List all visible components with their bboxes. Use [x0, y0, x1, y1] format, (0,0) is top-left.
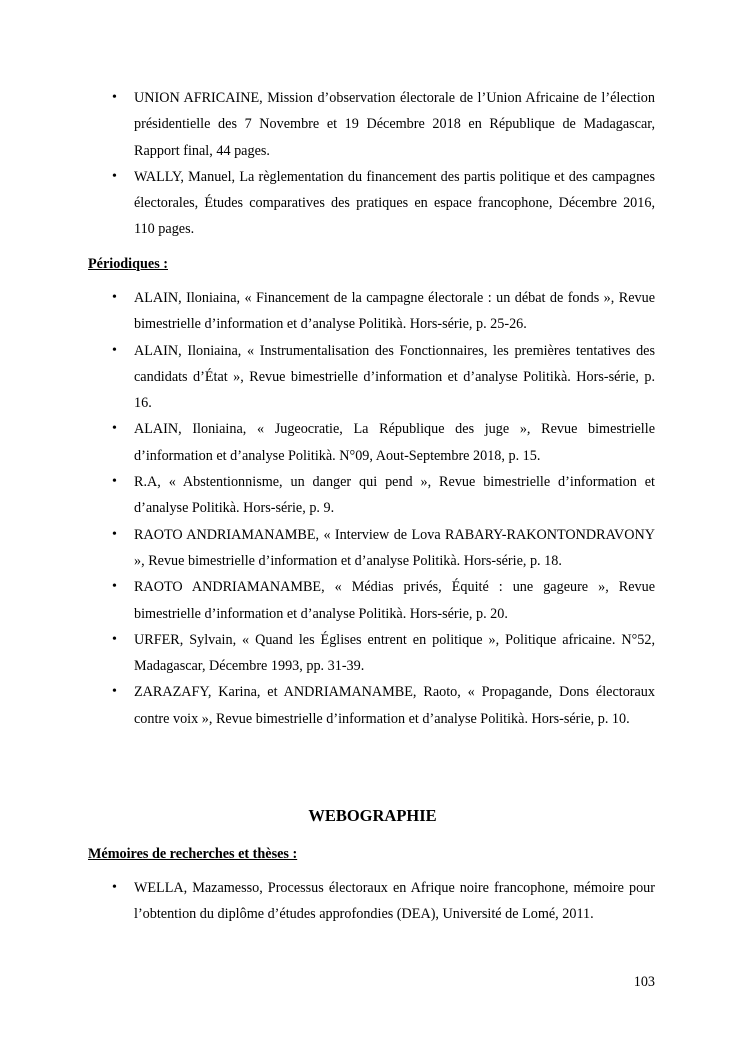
section-heading-periodiques: Périodiques : — [88, 256, 168, 272]
list-item-text: RAOTO ANDRIAMANAMBE, « Médias privés, Équité : une gageure », Revue bimestrielle d’information et d’analyse Politikà. Hors-série, p. 20. — [134, 579, 655, 622]
memoires-list — [0, 875, 655, 928]
bullet: • — [112, 631, 117, 647]
list-item — [0, 627, 655, 680]
periodiques-list — [0, 285, 655, 732]
list-item — [0, 85, 655, 164]
list-item — [0, 679, 655, 732]
section-title-webographie: WEBOGRAPHIE — [308, 806, 437, 825]
bullet: • — [112, 526, 117, 542]
list-item-text: WALLY, Manuel, La règlementation du financement des partis politique et des campagnes électorales, Études comparatives des pratiques en espace francophone, Décembre 2016, 110 pages. — [134, 168, 655, 238]
bullet: • — [112, 579, 117, 595]
list-item-text: RAOTO ANDRIAMANAMBE, « Interview de Lova RABARY-RAKONTONDRAVONY », Revue bimestrielle d’information et d’analyse Politikà. Hors-série, p. 18. — [134, 526, 655, 569]
list-item — [0, 338, 655, 417]
bullet: • — [112, 290, 117, 305]
list-item-text: UNION AFRICAINE, Mission d’observation électorale de l’Union Africaine de l’élection présidentielle des 7 Novembre et 19 Décembre 2018 en République de Madagascar, Rapport final, 44 pages. — [134, 90, 655, 159]
list-item — [0, 285, 655, 338]
list-item-text: R.A, « Abstentionnisme, un danger qui pend », Revue bimestrielle d’information et d’analyse Politikà. Hors-série, p. 9. — [134, 474, 655, 517]
bullet: • — [112, 168, 117, 184]
list-item — [0, 416, 655, 469]
bullet: • — [112, 474, 117, 490]
bullet: • — [112, 421, 117, 437]
list-item-text: URFER, Sylvain, « Quand les Églises entrent en politique », Politique africaine. N°52, Madagascar, Décembre 1993, pp. 31-39. — [134, 631, 655, 675]
list-item — [0, 875, 655, 928]
list-item — [0, 164, 655, 243]
list-item — [0, 522, 655, 575]
list-item-text: ALAIN, Iloniaina, « Instrumentalisation des Fonctionnaires, les premières tentatives des candidats d’État », Revue bimestrielle d’information et d’analyse Politikà. Hors-série, p. 16. — [134, 342, 655, 412]
list-item-text: WELLA, Mazamesso, Processus électoraux en Afrique noire francophone, mémoire pour l’obtention du diplôme d’études approfondies (DEA), Université de Lomé, 2011. — [134, 880, 655, 923]
list-item-text: ALAIN, Iloniaina, « Jugeocratie, La République des juge », Revue bimestrielle d’information et d’analyse Politikà. N°09, Aout-Septembre 2018, p. 15. — [134, 421, 655, 464]
bullet: • — [112, 880, 117, 895]
list-item-text: ALAIN, Iloniaina, « Financement de la campagne électorale : un débat de fonds », Revue bimestrielle d’information et d’analyse Politikà. Hors-série, p. 25-26. — [134, 290, 655, 333]
bibliography-list-top — [0, 85, 655, 243]
page-number: 103 — [633, 974, 655, 990]
bullet: • — [112, 684, 117, 700]
list-item — [0, 574, 655, 627]
section-heading-memoires: Mémoires de recherches et thèses : — [88, 846, 298, 862]
list-item — [0, 469, 655, 522]
bullet: • — [112, 90, 117, 105]
list-item-text: ZARAZAFY, Karina, et ANDRIAMANAMBE, Raoto, « Propagande, Dons électoraux contre voix », Revue bimestrielle d’information et d’analyse Politikà. Hors-série, p. 10. — [134, 684, 655, 727]
bullet: • — [112, 342, 117, 358]
